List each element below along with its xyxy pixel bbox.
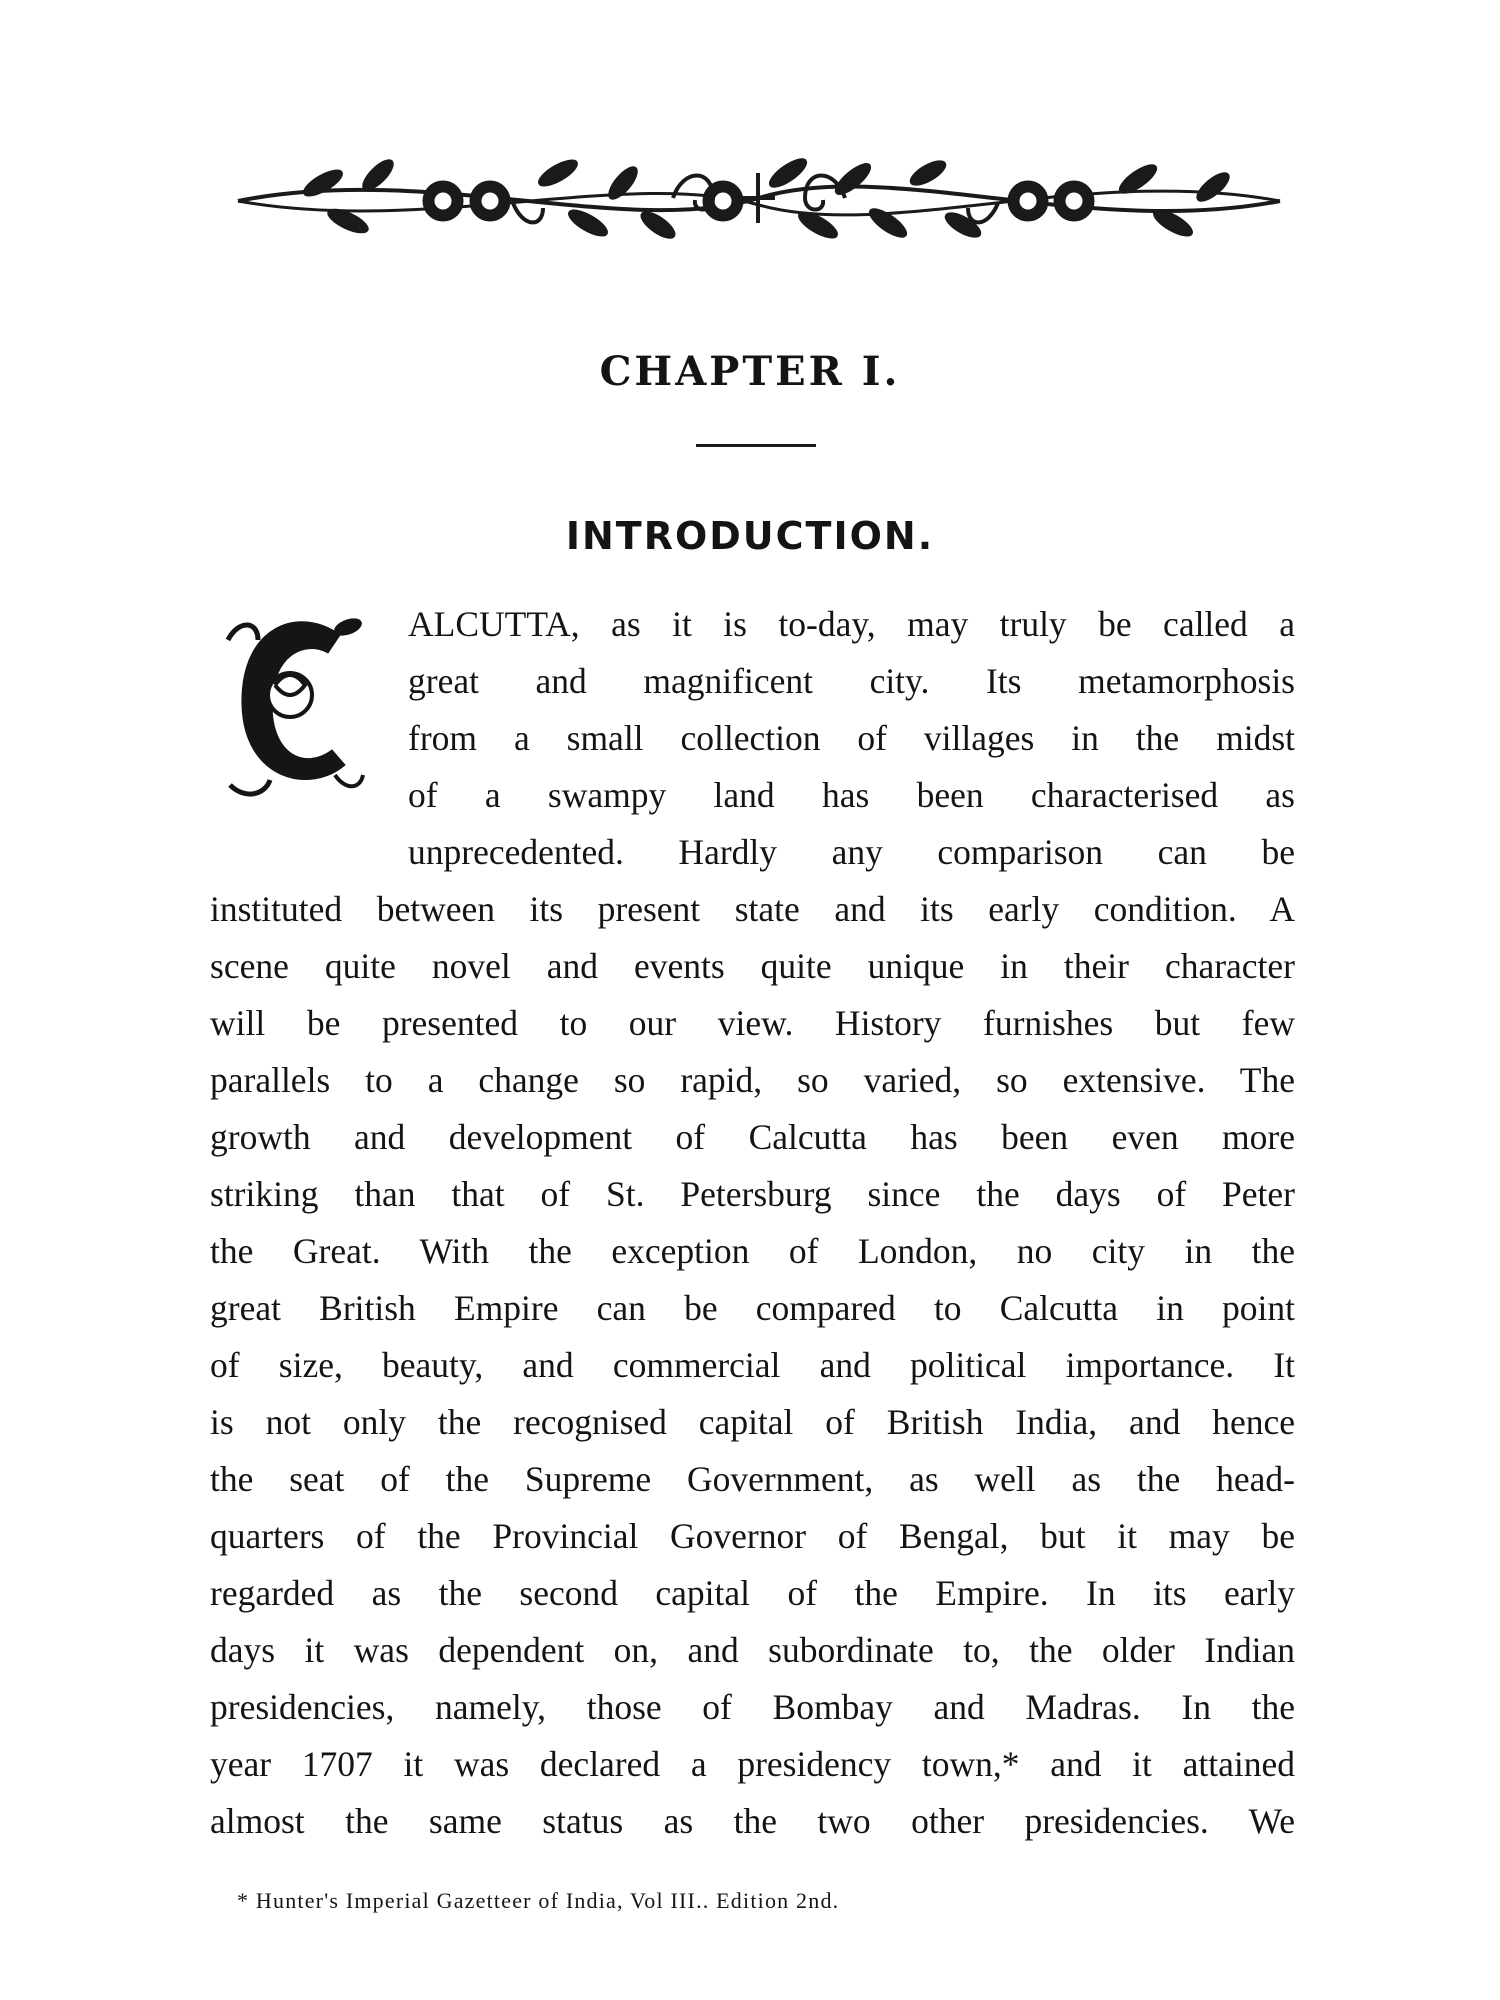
title-rule xyxy=(696,444,816,447)
text-line: of a swampy land has been characterised as xyxy=(408,775,1295,815)
text-line: quarters of the Provincial Governor of Bengal, but it may be xyxy=(210,1516,1295,1556)
text-line: great and magnificent city. Its metamorphosis xyxy=(408,661,1295,701)
chapter-title: CHAPTER I. xyxy=(599,348,901,395)
text-line: parallels to a change so rapid, so varied, so extensive. The xyxy=(210,1060,1295,1100)
text-line: year 1707 it was declared a presidency town,* and it attained xyxy=(210,1744,1295,1784)
decorated-drop-cap xyxy=(220,605,368,803)
text-line: almost the same status as the two other presidencies. We xyxy=(210,1801,1295,1841)
footnote: * Hunter's Imperial Gazetteer of India, Vol III.. Edition 2nd. xyxy=(237,1888,840,1913)
text-line: instituted between its present state and its early condition. A xyxy=(210,889,1295,929)
text-line: will be presented to our view. History furnishes but few xyxy=(210,1003,1295,1043)
drop-cap-letter: C xyxy=(293,715,295,716)
text-line: striking than that of St. Petersburg since the days of Peter xyxy=(210,1174,1295,1214)
text-line: growth and development of Calcutta has been even more xyxy=(210,1117,1295,1157)
text-line: unprecedented. Hardly any comparison can be xyxy=(408,832,1295,872)
text-line: scene quite novel and events quite unique in their character xyxy=(210,946,1295,986)
text-line: regarded as the second capital of the Empire. In its early xyxy=(210,1573,1295,1613)
ornamental-headpiece xyxy=(228,143,1290,253)
text-line: the Great. With the exception of London, no city in the xyxy=(210,1231,1295,1271)
text-line: days it was dependent on, and subordinate to, the older Indian xyxy=(210,1630,1295,1670)
text-line: presidencies, namely, those of Bombay and Madras. In the xyxy=(210,1687,1295,1727)
text-line: the seat of the Supreme Government, as well as the head- xyxy=(210,1459,1295,1499)
text-line: of size, beauty, and commercial and political importance. It xyxy=(210,1345,1295,1385)
text-line: great British Empire can be compared to Calcutta in point xyxy=(210,1288,1295,1328)
section-title: INTRODUCTION. xyxy=(565,514,935,558)
text-line: is not only the recognised capital of British India, and hence xyxy=(210,1402,1295,1442)
text-line: from a small collection of villages in the midst xyxy=(408,718,1295,758)
text-line: ALCUTTA, as it is to-day, may truly be called a xyxy=(408,604,1295,644)
